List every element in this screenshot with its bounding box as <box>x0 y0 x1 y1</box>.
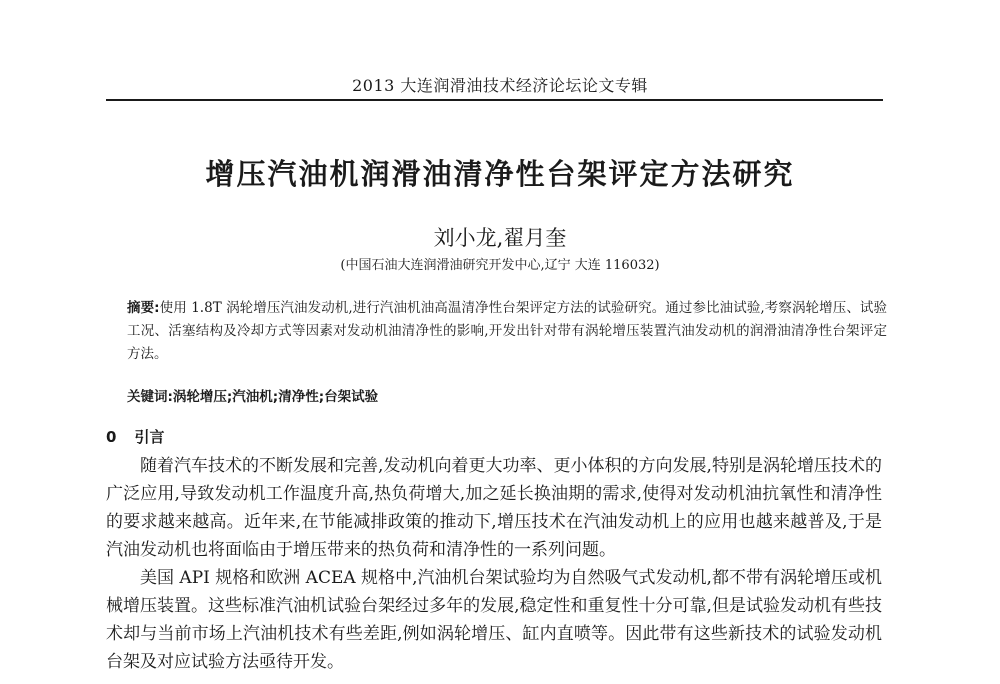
keywords-label: 关键词: <box>127 389 173 405</box>
keywords-text: 涡轮增压;汽油机;清净性;台架试验 <box>172 389 379 405</box>
abstract <box>127 297 887 366</box>
body-text <box>106 452 882 676</box>
paper-affiliation: (中国石油大连润滑油研究开发中心,辽宁 大连 116032) <box>340 258 660 273</box>
body-paragraph: 随着汽车技术的不断发展和完善,发动机向着更大功率、更小体积的方向发展,特别是涡轮增压技术的广泛应用,导致发动机工作温度升高,热负荷增大,加之延长换油期的需求,使得对发动机油抗氧性和清净性的要求越来越高。近年来,在节能减排政策的推动下,增压技术在汽油发动机上的应用也越来越普及,于是汽油发动机也将面临由于增压带来的热负荷和清净性的一系列问题。 <box>106 456 882 560</box>
body-paragraph: 美国 API 规格和欧洲 ACEA 规格中,汽油机台架试验均为自然吸气式发动机,都不带有涡轮增压或机械增压装置。这些标准汽油机试验台架经过多年的发展,稳定性和重复性十分可靠,但是试验发动机有些技术却与当前市场上汽油机技术有些差距,例如涡轮增压、缸内直喷等。因此带有这些新技术的试验发动机台架及对应试验方法亟待开发。 <box>106 568 882 672</box>
paper-title: 增压汽油机润滑油清净性台架评定方法研究 <box>205 157 795 191</box>
keywords <box>127 385 887 405</box>
paper-authors: 刘小龙,翟月奎 <box>433 226 567 250</box>
section-number: 0 <box>106 428 117 446</box>
header-rule <box>106 99 883 101</box>
section-heading <box>106 426 164 447</box>
section-title: 引言 <box>134 428 165 446</box>
abstract-label: 摘要: <box>127 300 160 316</box>
running-header: 2013 大连润滑油技术经济论坛论文专辑 <box>352 76 648 95</box>
abstract-text: 使用 1.8T 涡轮增压汽油发动机,进行汽油机油高温清净性台架评定方法的试验研究。通过参比油试验,考察涡轮增压、试验工况、活塞结构及冷却方式等因素对发动机油清净性的影响,开发出针对带有涡轮增压装置汽油发动机的润滑油清净性台架评定方法。 <box>127 300 887 362</box>
